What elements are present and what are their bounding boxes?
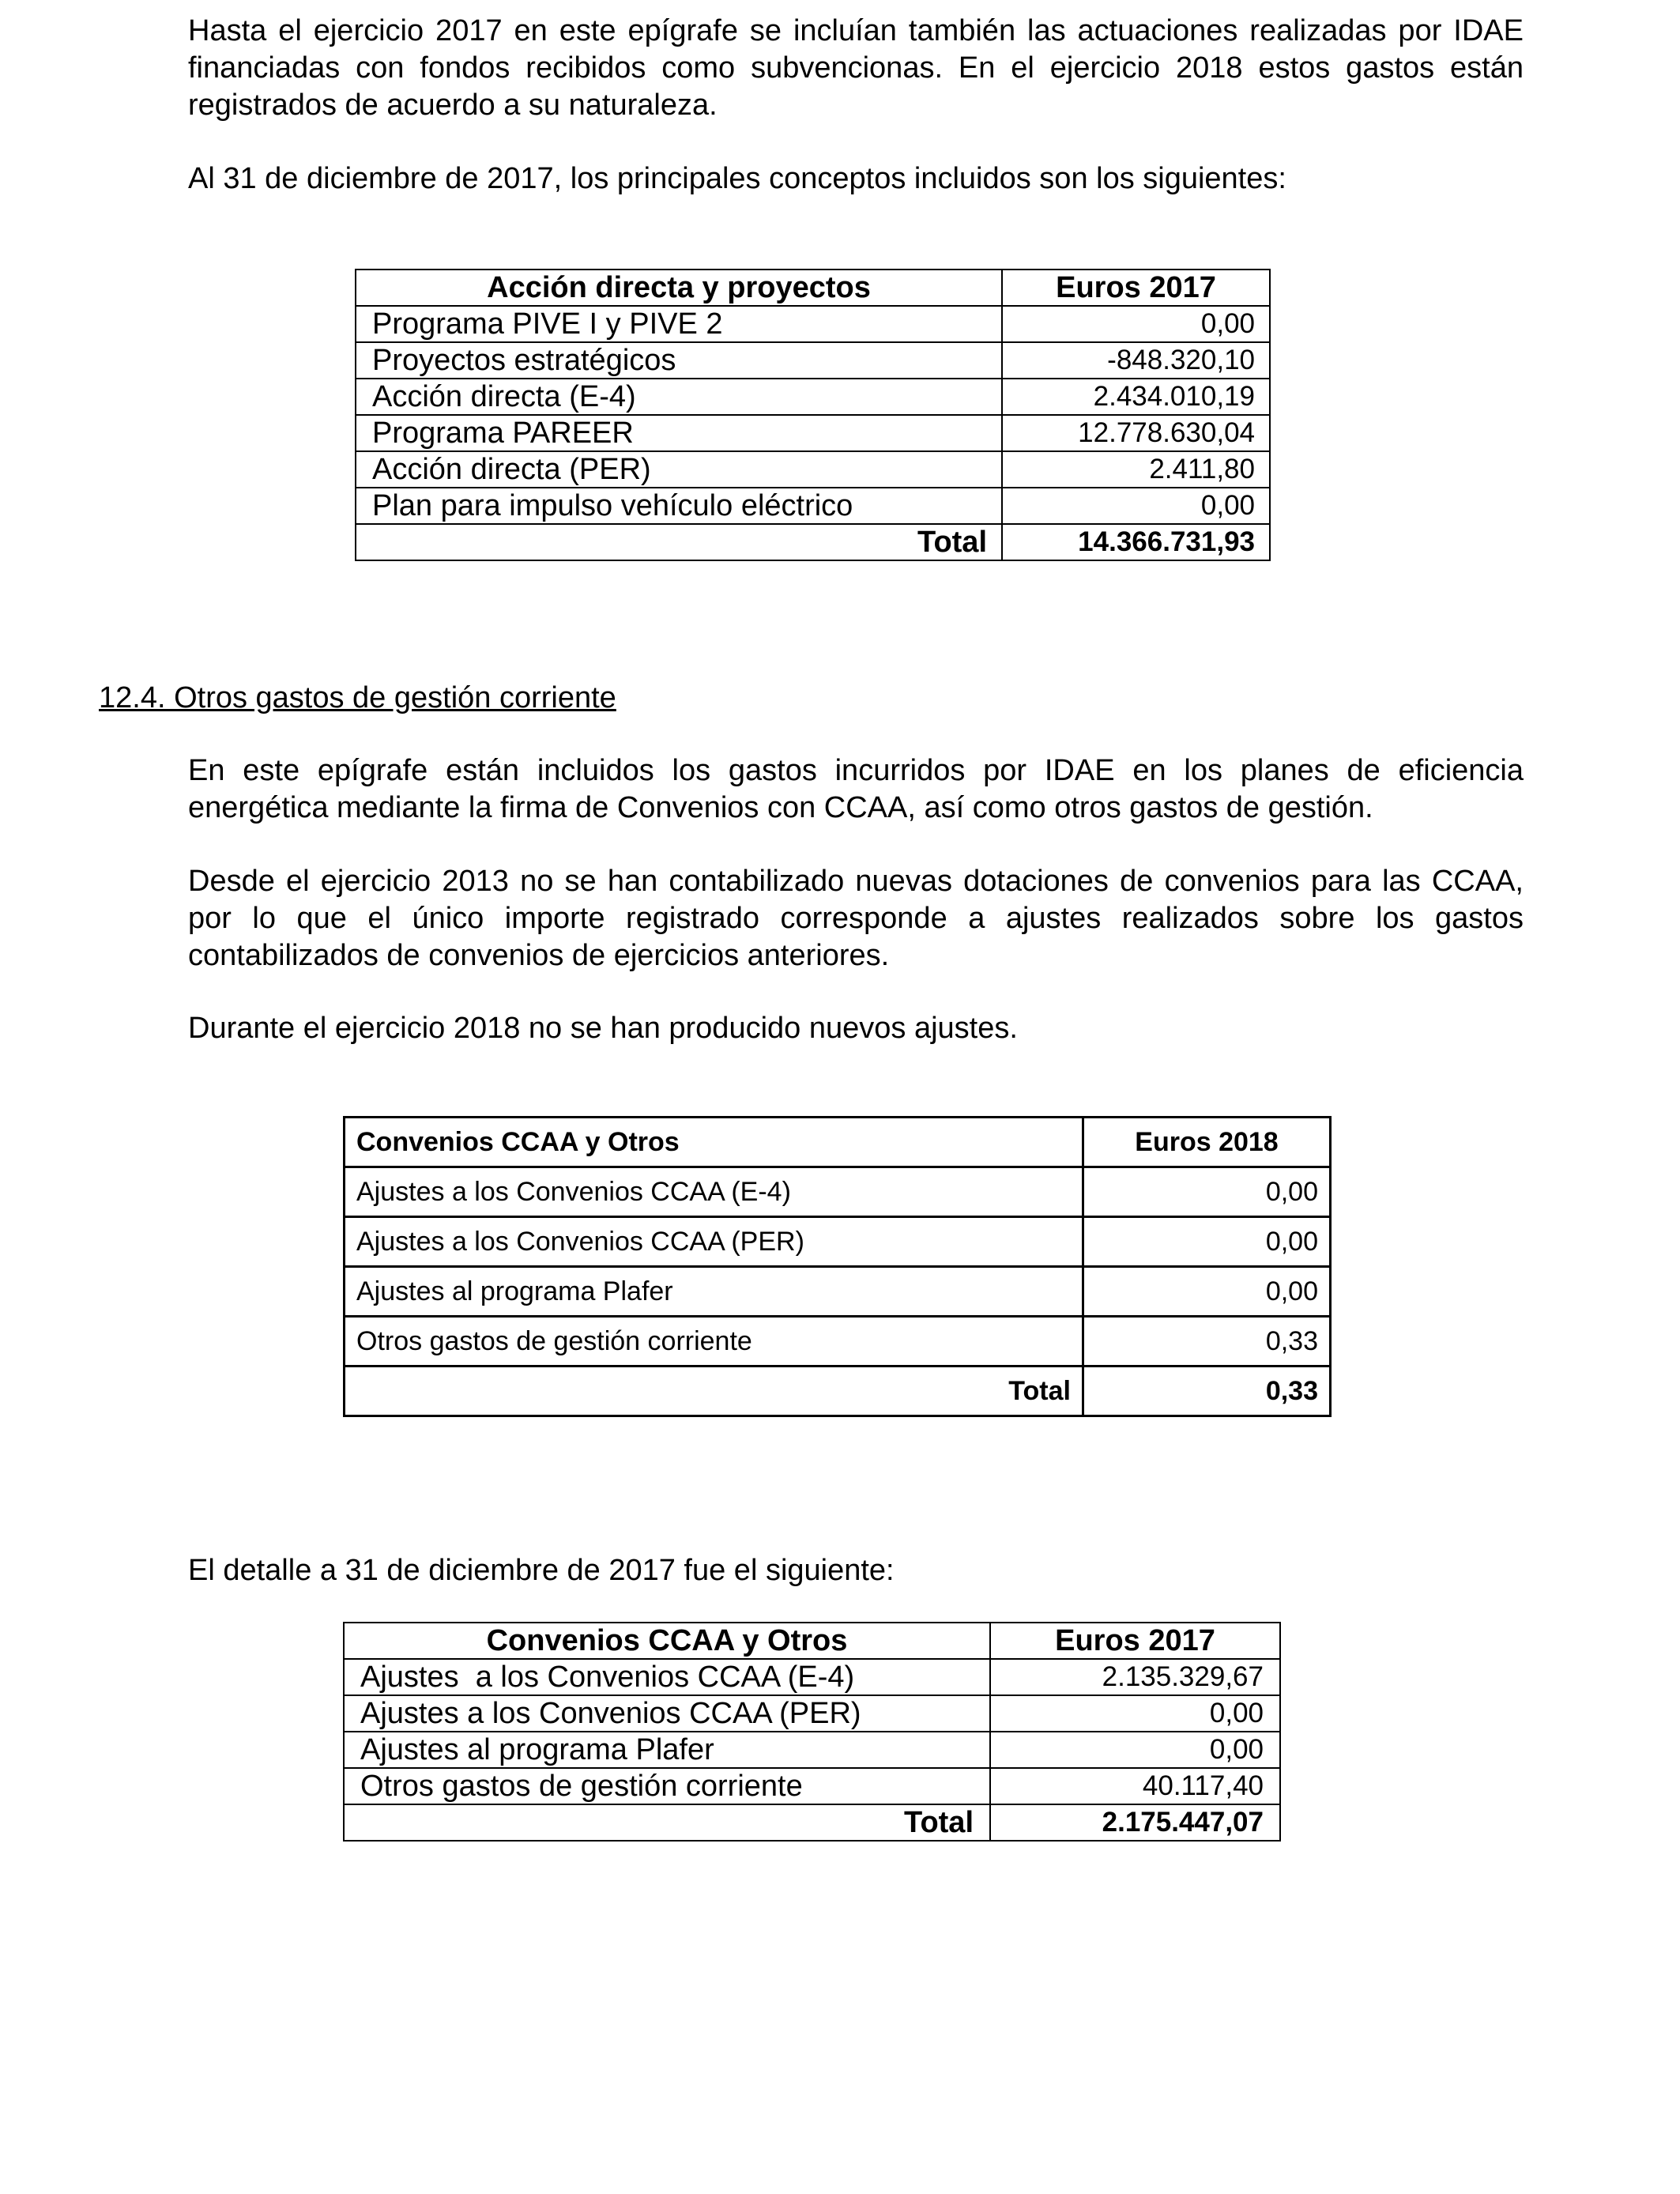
- row-label: Programa PAREER: [356, 415, 1002, 451]
- section-paragraph-3: Durante el ejercicio 2018 no se han producido nuevos ajustes.: [188, 1012, 1018, 1045]
- table-row: [344, 1768, 1280, 1804]
- row-label: Acción directa (PER): [356, 451, 1002, 488]
- row-label: Ajustes a los Convenios CCAA (PER): [345, 1217, 1083, 1267]
- table-row: [344, 1659, 1280, 1695]
- convenios-2018-table: [343, 1116, 1332, 1417]
- total-value: 0,33: [1083, 1367, 1331, 1416]
- row-value: 0,00: [1002, 488, 1270, 524]
- table-total-row: [345, 1367, 1331, 1416]
- table-row: [345, 1317, 1331, 1367]
- row-value: 2.411,80: [1002, 451, 1270, 488]
- intro-paragraph: Hasta el ejercicio 2017 en este epígrafe se incluían también las actuaciones realizadas por IDAE financiadas con fondos recibidos como subvencionas. En el ejercicio 2018 estos gastos están registrados de acuerdo a su naturaleza.: [188, 14, 1524, 122]
- section-paragraph-1: En este epígrafe están incluidos los gastos incurridos por IDAE en los planes de eficiencia energética mediante la firma de Convenios con CCAA, así como otros gastos de gestión.: [188, 754, 1524, 824]
- column-header: Convenios CCAA y Otros: [344, 1623, 990, 1659]
- row-value: 0,00: [990, 1732, 1280, 1768]
- table-row: [345, 1267, 1331, 1317]
- total-label: Total: [345, 1367, 1083, 1416]
- row-value: 0,00: [1083, 1167, 1331, 1217]
- table-row: [356, 451, 1270, 488]
- row-label: Proyectos estratégicos: [356, 342, 1002, 379]
- row-label: Plan para impulso vehículo eléctrico: [356, 488, 1002, 524]
- total-label: Total: [356, 524, 1002, 560]
- section-paragraph-2: Desde el ejercicio 2013 no se han contabilizado nuevas dotaciones de convenios para las CCAA, por lo que el único importe registrado corresponde a ajustes realizados sobre los gastos contabilizados de convenios de ejercicios anteriores.: [188, 865, 1524, 972]
- total-value: 14.366.731,93: [1002, 524, 1270, 560]
- table-row: [356, 306, 1270, 342]
- column-header: Acción directa y proyectos: [356, 270, 1002, 306]
- total-value: 2.175.447,07: [990, 1804, 1280, 1841]
- row-value: 0,33: [1083, 1317, 1331, 1367]
- table-row: [345, 1167, 1331, 1217]
- row-label: Ajustes al programa Plafer: [344, 1732, 990, 1768]
- row-value: 12.778.630,04: [1002, 415, 1270, 451]
- table-row: [345, 1217, 1331, 1267]
- column-header: Euros 2017: [990, 1623, 1280, 1659]
- row-label: Ajustes al programa Plafer: [345, 1267, 1083, 1317]
- table-row: [344, 1695, 1280, 1732]
- column-header: Convenios CCAA y Otros: [345, 1118, 1083, 1167]
- row-label: Ajustes a los Convenios CCAA (E-4): [344, 1659, 990, 1695]
- row-value: 0,00: [1002, 306, 1270, 342]
- row-label: Ajustes a los Convenios CCAA (E-4): [345, 1167, 1083, 1217]
- table-row: [356, 379, 1270, 415]
- detail-intro-paragraph: El detalle a 31 de diciembre de 2017 fue el siguiente:: [188, 1554, 895, 1587]
- convenios-2017-table: [343, 1622, 1281, 1842]
- total-label: Total: [344, 1804, 990, 1841]
- row-value: -848.320,10: [1002, 342, 1270, 379]
- concepts-intro-paragraph: Al 31 de diciembre de 2017, los principales conceptos incluidos son los siguientes:: [188, 162, 1286, 195]
- table-row: [356, 342, 1270, 379]
- row-value: 0,00: [990, 1695, 1280, 1732]
- row-value: 0,00: [1083, 1217, 1331, 1267]
- accion-directa-table: [355, 269, 1271, 561]
- table-row: [356, 488, 1270, 524]
- table-row: [344, 1732, 1280, 1768]
- row-value: 2.135.329,67: [990, 1659, 1280, 1695]
- section-heading: 12.4. Otros gastos de gestión corriente: [99, 681, 616, 714]
- table-header-row: [345, 1118, 1331, 1167]
- table-header-row: [356, 270, 1270, 306]
- table-row: [356, 415, 1270, 451]
- row-label: Ajustes a los Convenios CCAA (PER): [344, 1695, 990, 1732]
- row-label: Programa PIVE I y PIVE 2: [356, 306, 1002, 342]
- table-total-row: [356, 524, 1270, 560]
- row-label: Otros gastos de gestión corriente: [345, 1317, 1083, 1367]
- column-header: Euros 2017: [1002, 270, 1270, 306]
- table-header-row: [344, 1623, 1280, 1659]
- column-header: Euros 2018: [1083, 1118, 1331, 1167]
- row-label: Acción directa (E-4): [356, 379, 1002, 415]
- table-total-row: [344, 1804, 1280, 1841]
- row-value: 0,00: [1083, 1267, 1331, 1317]
- row-value: 40.117,40: [990, 1768, 1280, 1804]
- row-value: 2.434.010,19: [1002, 379, 1270, 415]
- row-label: Otros gastos de gestión corriente: [344, 1768, 990, 1804]
